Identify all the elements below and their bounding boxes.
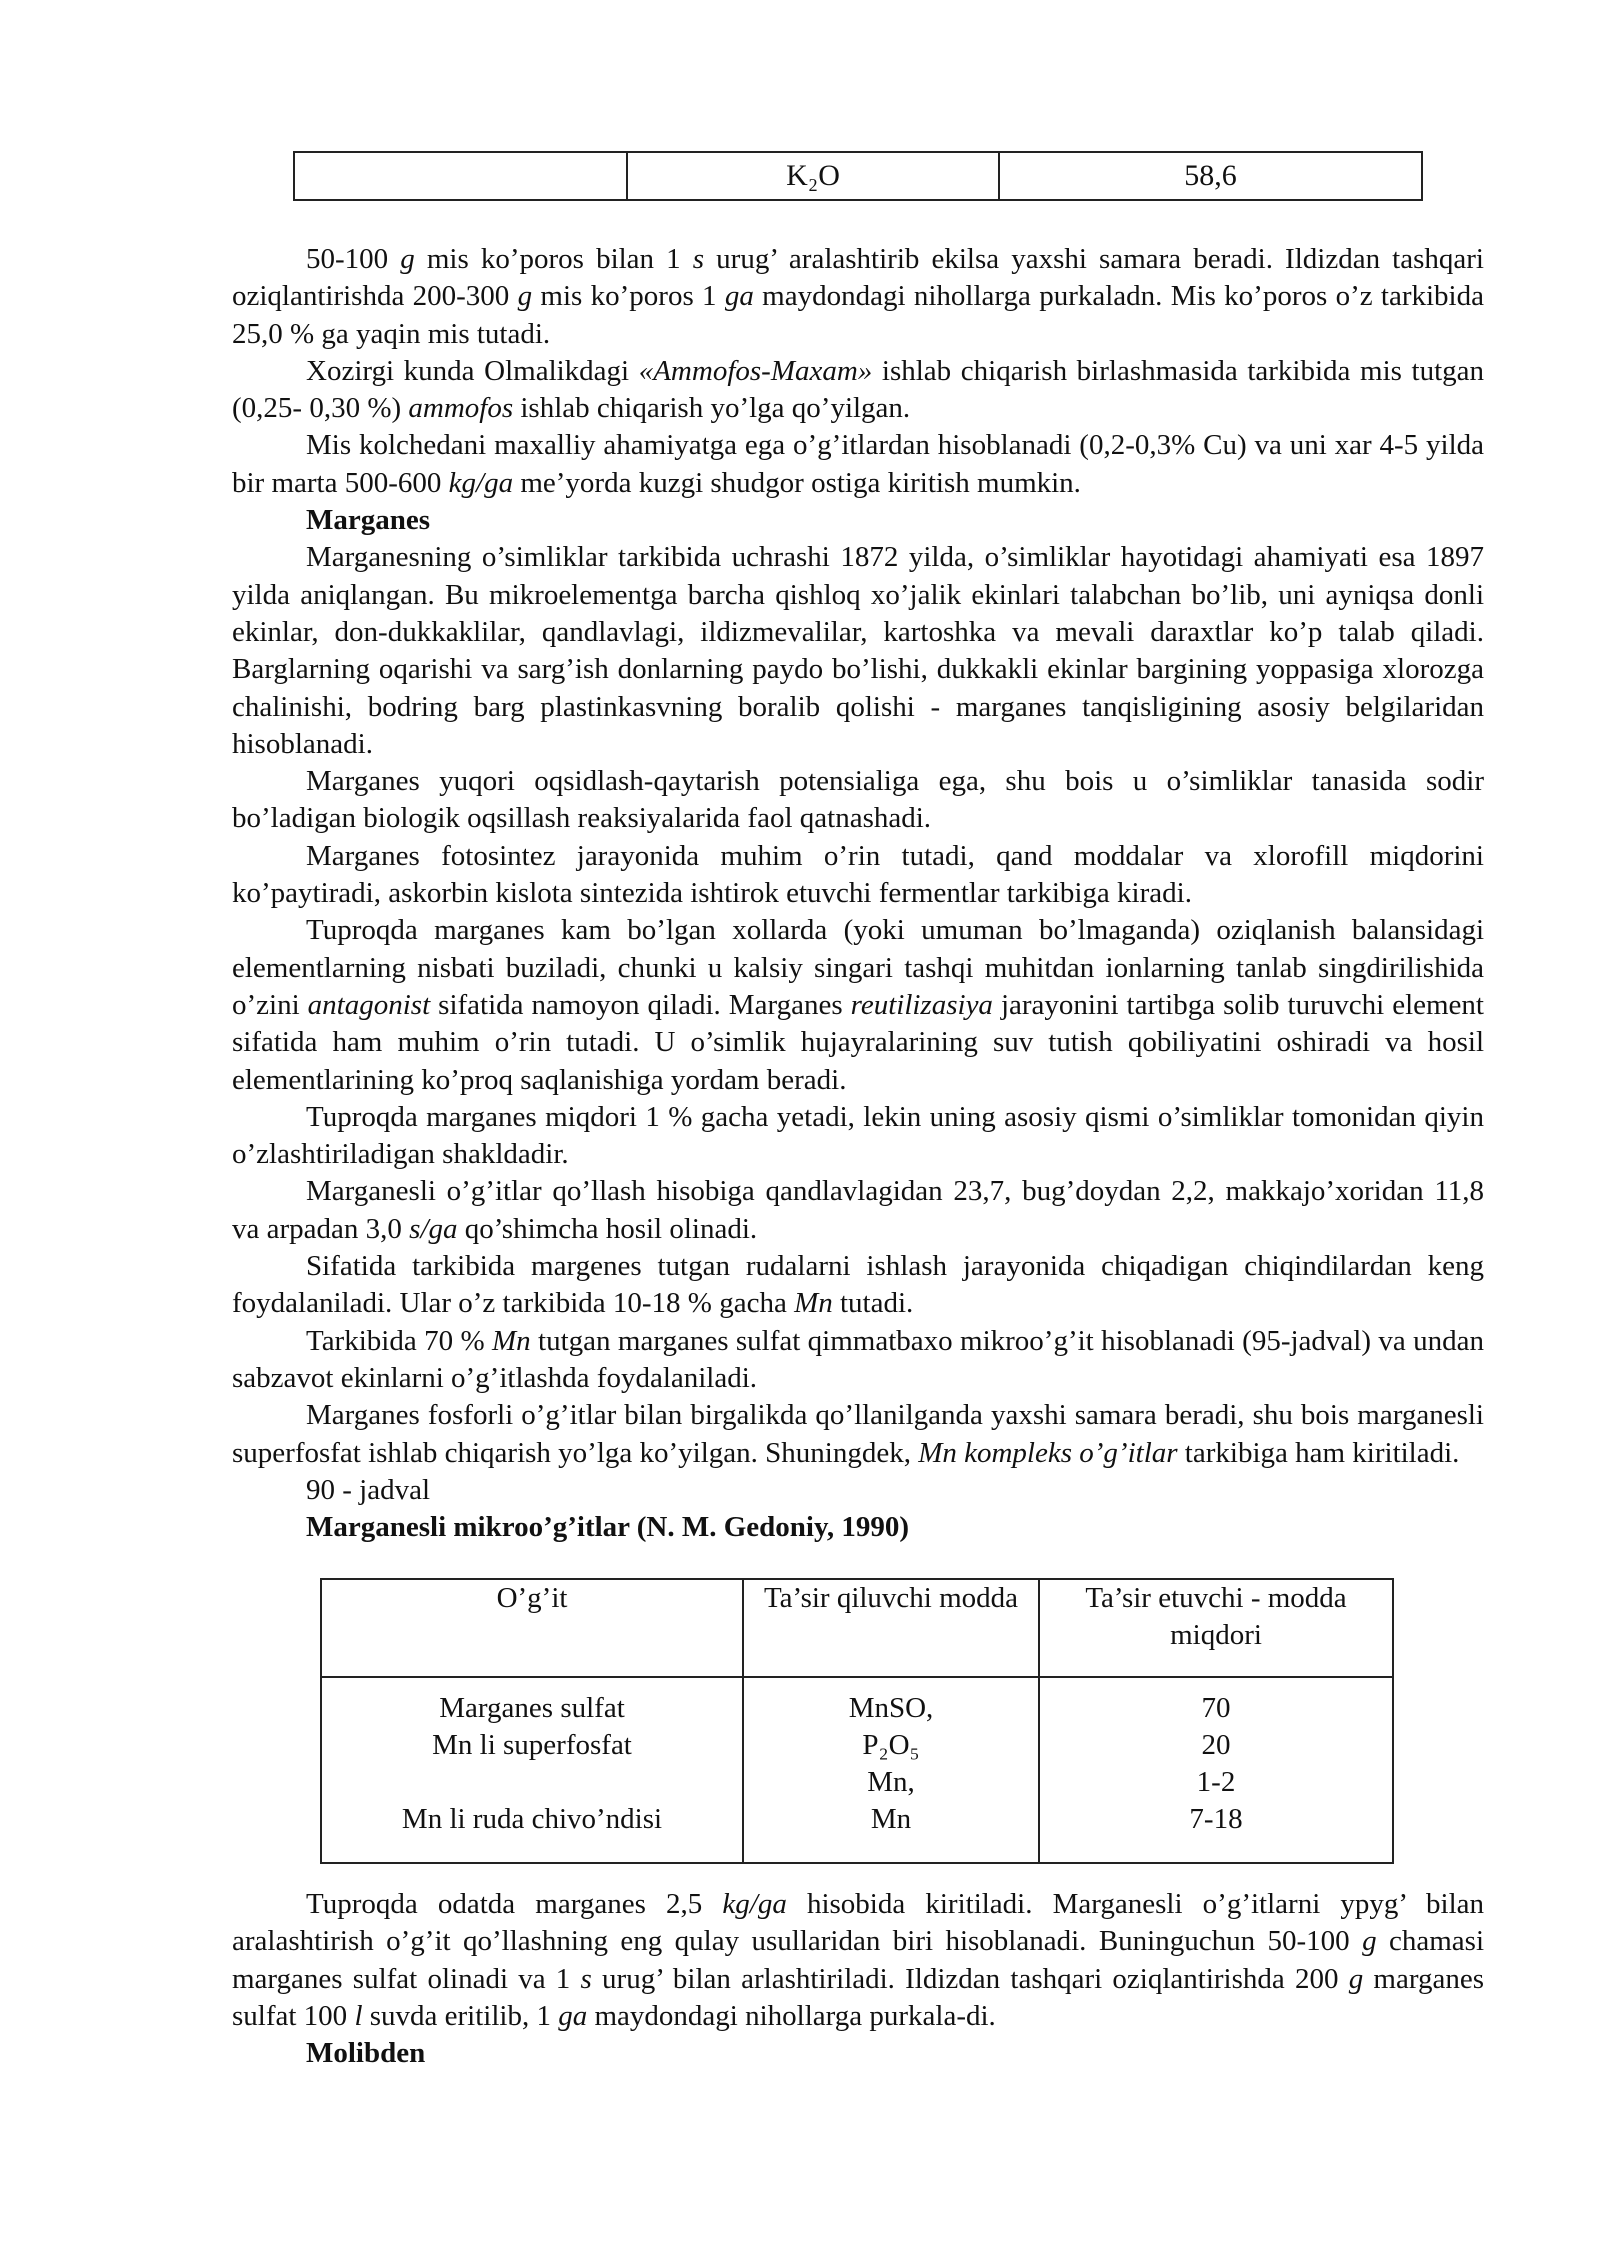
italic-term: Mn — [492, 1324, 531, 1357]
closing-text — [232, 1886, 1484, 2072]
header-ogit: O’g’it — [321, 1579, 743, 1677]
italic-term: ammofos — [408, 392, 514, 425]
italic-term: ga — [558, 1999, 588, 2032]
table-cell: Marganes sulfat — [439, 1692, 625, 1724]
paragraph: Tuproqda odatda marganes 2,5 kg/ga hisobida kiritiladi. Marganesli o’g’itlarni ypyg’ bilan aralashtirish o’g’it qo’llashning eng qulay usullaridan biri hisoblanadi. Buninguchun 50-100 g chamasi marganes sulfat olinadi va 1 s urug’ bilan arlashtiriladi. Ildizdan tashqari oziqlantirishda 200 g marganes sulfat 100 l suvda eritilib, 1 ga maydondagi nihollarga purkala-di. — [232, 1888, 1485, 2032]
table-cell: Mn — [870, 1803, 912, 1835]
paragraph: Marganes fotosintez jarayonida muhim o’rin tutadi, qand moddalar va xlorofill miqdorini ko’paytiradi, askorbin kislota sintezida ishtirok etuvchi fermentlar tarkibiga kiradi. — [232, 839, 1484, 910]
italic-term: kg/ga — [448, 466, 514, 499]
italic-term: ga — [724, 280, 754, 313]
section-heading-molibden: Molibden — [306, 2037, 426, 2070]
table-cell: K₂O — [627, 152, 999, 200]
header-tasir-etuvchi: Ta’sir etuvchi - modda miqdori — [1039, 1579, 1393, 1677]
paragraph: Tarkibida 70 % Mn tutgan marganes sulfat qimmatbaxo mikroo’g’it hisoblanadi (95-jadval) va undan sabzavot ekinlarni o’g’itlashda foydalaniladi. — [232, 1324, 1484, 1394]
paragraph: Marganes fosforli o’g’itlar bilan birgalikda qo’llanilganda yaxshi samara beradi, shu bois marganesli superfosfat ishlab chiqarish yo’lga ko’yilgan. Shuningdek, Mn kompleks o’g’itlar tarkibiga ham kiritiladi. — [232, 1399, 1484, 1469]
marganes-fertilizer-table — [320, 1578, 1394, 1864]
paragraph: Xozirgi kunda Olmalikdagi «Ammofos-Maxam» ishlab chiqarish birlashmasida tarkibida mis tutgan (0,25- 0,30 %) ammofos ishlab chiqarish yo’lga qo’yilgan. — [232, 354, 1485, 425]
table-cell: 70 — [1201, 1692, 1231, 1724]
column-miqdori — [1039, 1677, 1393, 1863]
italic-term: reutilizasiya — [850, 988, 993, 1021]
paragraph: 50-100 g mis ko’poros bilan 1 s urug’ aralashtirib ekilsa yaxshi samara beradi. Ildizdan tashqari oziqlantirishda 200-300 g mis ko’poros 1 ga maydondagi nihollarga purkaladn. Mis ko’poros o’z tarkibida 25,0 % ga yaqin mis tutadi. — [232, 243, 1484, 350]
italic-term: s — [580, 1962, 592, 1995]
table-cell: Mn li superfosfat — [432, 1729, 632, 1761]
table-cell: MnSO, — [848, 1692, 934, 1724]
table-cell: P₂O₅ — [862, 1729, 920, 1761]
table-cell: 1-2 — [1196, 1766, 1236, 1798]
italic-term: g — [517, 280, 533, 313]
paragraph: Sifatida tarkibida margenes tutgan rudalarni ishlash jarayonida chiqadigan chiqindilardan keng foydalaniladi. Ular o’z tarkibida 10-18 % gacha Mn tutadi. — [232, 1250, 1484, 1320]
italic-term: Mn kompleks o’g’itlar — [918, 1436, 1178, 1469]
table-row — [294, 152, 1422, 200]
italic-term: «Ammofos-Maxam» — [638, 354, 873, 387]
table-cell: 7-18 — [1189, 1803, 1243, 1835]
table-cell: 20 — [1201, 1729, 1231, 1761]
italic-term: antagonist — [307, 988, 431, 1021]
table-title: Marganesli mikroo’g’itlar (N. M. Gedoniy, 1990) — [306, 1511, 910, 1544]
paragraph: Marganesli o’g’itlar qo’llash hisobiga qandlavlagidan 23,7, bug’doydan 2,2, makkajo’xoridan 11,8 va arpadan 3,0 s/ga qo’shimcha hosil olinadi. — [232, 1175, 1484, 1245]
main-text — [232, 241, 1484, 1546]
column-modda — [743, 1677, 1039, 1863]
paragraph: Marganesning o’simliklar tarkibida uchrashi 1872 yilda, o’simliklar hayotidagi ahamiyati esa 1897 yilda aniqlangan. Bu mikroelementga barcha qishloq xo’jalik ekinlari talabchan bo’lib, uni ayniqsa donli ekinlar, don-dukkaklilar, qandlavlagi, ildizmevalilar, kartoshka va mevali daraxtlar ko’p talab qiladi. Barglarning oqarishi va sarg’ish donlarning paydo bo’lishi, dukkakli ekinlar bargining yoppasiga xlorozga chalinishi, bodring barg plastinkasvning boralib qolishi - marganes tanqisligining asosiy belgilaridan hisoblanadi. — [232, 541, 1484, 760]
italic-term: g — [1348, 1962, 1364, 1995]
table-cell: 58,6 — [999, 152, 1422, 200]
italic-term: s — [692, 243, 705, 275]
table-cell: Mn li ruda chivo’ndisi — [401, 1803, 663, 1835]
italic-term: kg/ga — [722, 1888, 787, 1920]
paragraphs-group-1 — [232, 241, 1484, 502]
section-heading-marganes: Marganes — [306, 504, 431, 537]
table-number: 90 - jadval — [306, 1473, 431, 1506]
table-cell: Mn, — [867, 1766, 915, 1798]
italic-term: Mn — [794, 1287, 833, 1320]
paragraphs-group-3 — [232, 1886, 1484, 2035]
table-cell — [326, 1764, 738, 1801]
header-tasir-qiluvchi: Ta’sir qiluvchi modda — [743, 1579, 1039, 1677]
italic-term: s/ga — [409, 1212, 458, 1245]
italic-term: l — [354, 1999, 363, 2032]
paragraph: Mis kolchedani maxalliy ahamiyatga ega o’g’itlardan hisoblanadi (0,2-0,3% Cu) va uni xar 4-5 yilda bir marta 500-600 kg/ga me’yorda kuzgi shudgor ostiga kiritish mumkin. — [232, 429, 1484, 499]
table-cell — [294, 152, 627, 200]
paragraphs-group-2 — [232, 539, 1484, 1471]
paragraph: Marganes yuqori oqsidlash-qaytarish potensialiga ega, shu bois u o’simliklar tanasida sodir bo’ladigan biologik oqsillash reaksiyalarida faol qatnashadi. — [232, 765, 1484, 835]
paragraph: Tuproqda marganes miqdori 1 % gacha yetadi, lekin uning asosiy qismi o’simliklar tomonidan qiyin o’zlashtiriladigan shakldadir. — [232, 1100, 1484, 1171]
italic-term: g — [1362, 1925, 1377, 1958]
column-ogit — [321, 1677, 743, 1863]
italic-term: g — [400, 243, 415, 275]
table-row — [321, 1677, 1393, 1863]
top-table-fragment — [293, 151, 1423, 201]
table-header-row — [321, 1579, 1393, 1677]
paragraph: Tuproqda marganes kam bo’lgan xollarda (yoki umuman bo’lmaganda) oziqlanish balansidagi elementlarning nisbati buziladi, chunki u kalsiy singari tashqi muhitdan ionlarning tanlab singdirilishida o’zini antagonist sifatida namoyon qiladi. Marganes reutilizasiya jarayonini tartibga solib turuvchi element sifatida ham muhim o’rin tutadi. U o’simlik hujayralarining suv tutish qobiliyatini oshiradi va hosil elementlarining ko’proq saqlanishiga yordam beradi. — [232, 914, 1484, 1096]
